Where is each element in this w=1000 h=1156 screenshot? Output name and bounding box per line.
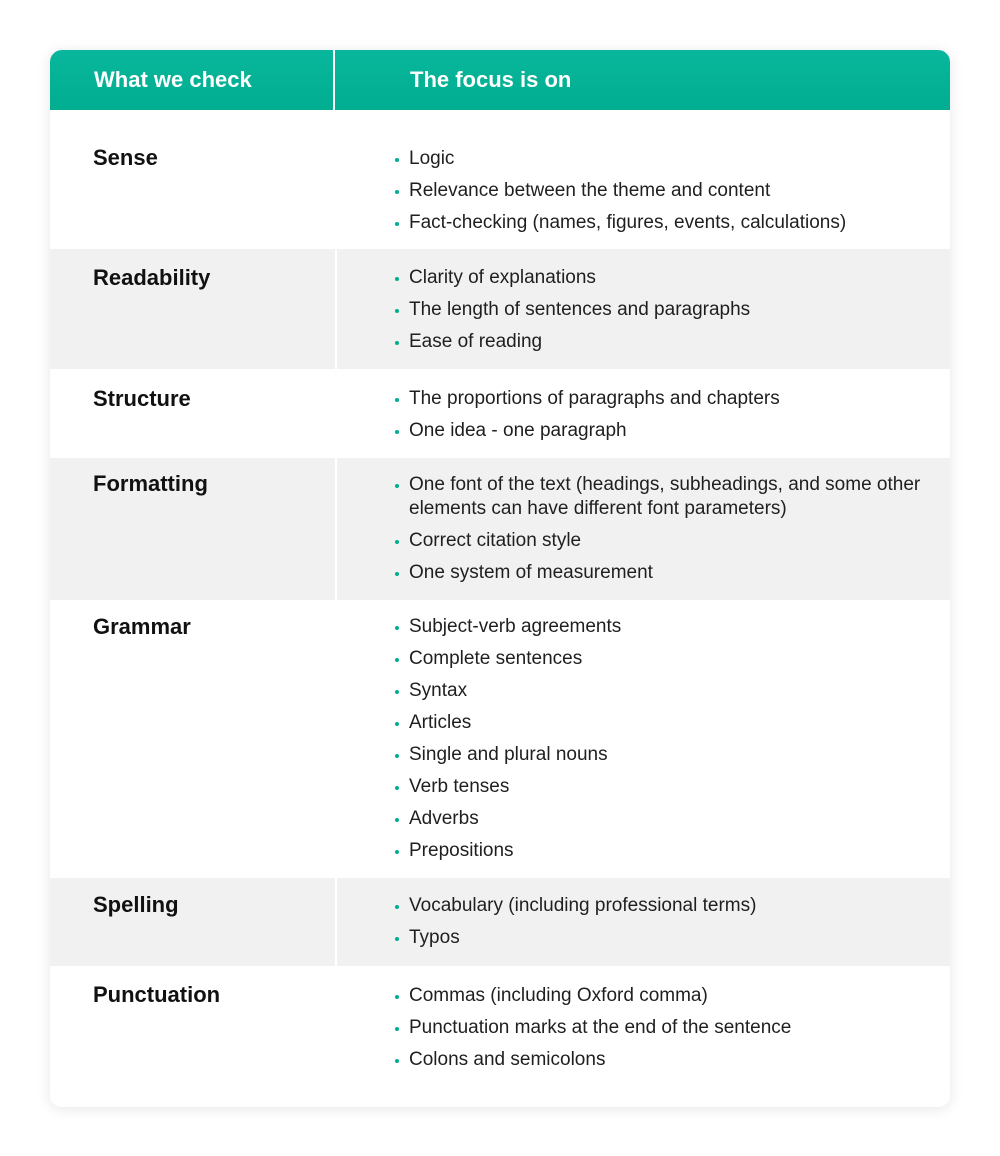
list-item: Clarity of explanations (392, 266, 922, 290)
focus-list (392, 266, 922, 362)
row-title: Spelling (93, 892, 179, 917)
focus-list (392, 147, 922, 243)
row-title: Grammar (93, 614, 191, 639)
list-item: One idea - one paragraph (392, 419, 922, 443)
focus-list (392, 387, 922, 451)
focus-list (392, 615, 922, 871)
list-item: Single and plural nouns (392, 743, 922, 767)
list-item: Fact-checking (names, figures, events, calculations) (392, 211, 922, 235)
table-row-readability (50, 249, 950, 369)
row-title: Formatting (93, 471, 208, 496)
list-item: Vocabulary (including professional terms) (392, 894, 922, 918)
column-divider (335, 600, 337, 878)
list-item: The length of sentences and paragraphs (392, 298, 922, 322)
focus-list (392, 984, 922, 1080)
row-title: Structure (93, 386, 191, 411)
list-item: Logic (392, 147, 922, 171)
list-item: Complete sentences (392, 647, 922, 671)
column-divider (335, 966, 337, 1107)
list-item: Relevance between the theme and content (392, 179, 922, 203)
list-item: One font of the text (headings, subheadings, and some other elements can have different font parameters) (392, 473, 922, 521)
list-item: Punctuation marks at the end of the sentence (392, 1016, 922, 1040)
table-row-spelling (50, 878, 950, 966)
header-what-we-check: What we check (94, 67, 252, 92)
table-row-punctuation (50, 966, 950, 1107)
list-item: Typos (392, 926, 922, 950)
column-divider (335, 249, 337, 369)
header-focus-is-on: The focus is on (410, 67, 572, 92)
list-item: Correct citation style (392, 529, 922, 553)
list-item: Verb tenses (392, 775, 922, 799)
list-item: Ease of reading (392, 330, 922, 354)
column-divider (335, 369, 337, 458)
row-title: Readability (93, 265, 211, 290)
list-item: Articles (392, 711, 922, 735)
table-header (50, 50, 950, 110)
focus-list (392, 473, 922, 593)
column-divider (335, 110, 337, 249)
row-title: Sense (93, 145, 158, 170)
list-item: Syntax (392, 679, 922, 703)
column-divider (335, 458, 337, 600)
column-divider (335, 878, 337, 966)
checklist-table (50, 50, 950, 1107)
table-row-formatting (50, 458, 950, 600)
list-item: The proportions of paragraphs and chapters (392, 387, 922, 411)
row-title: Punctuation (93, 982, 221, 1007)
list-item: One system of measurement (392, 561, 922, 585)
list-item: Subject-verb agreements (392, 615, 922, 639)
list-item: Prepositions (392, 839, 922, 863)
list-item: Colons and semicolons (392, 1048, 922, 1072)
focus-list (392, 894, 922, 958)
list-item: Commas (including Oxford comma) (392, 984, 922, 1008)
list-item: Adverbs (392, 807, 922, 831)
table-row-grammar (50, 600, 950, 878)
table-row-sense (50, 110, 950, 249)
table-row-structure (50, 369, 950, 458)
